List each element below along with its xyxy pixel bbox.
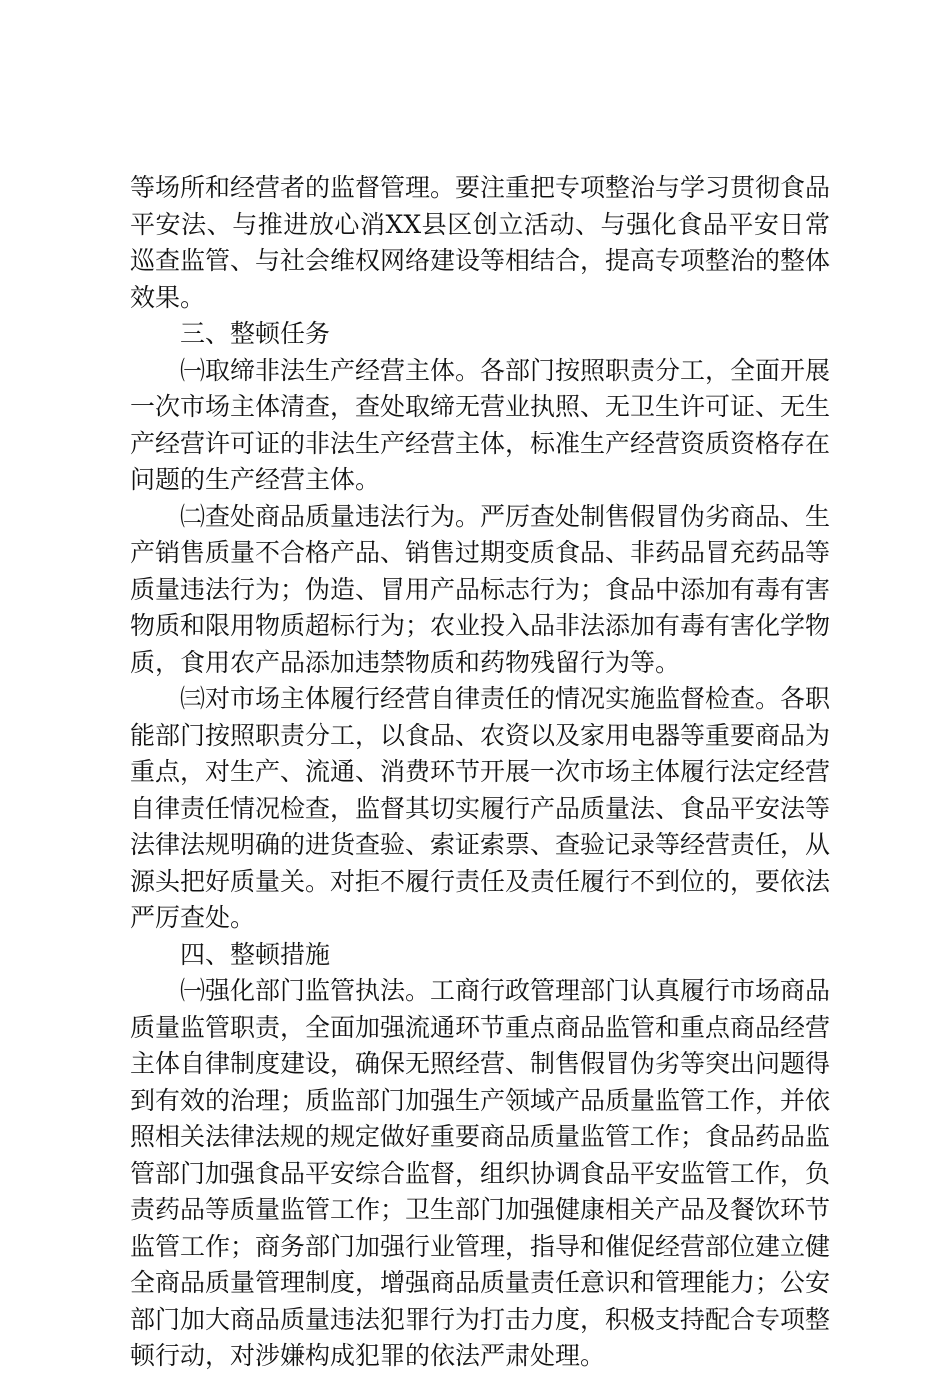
paragraph-task-2: ㈡查处商品质量违法行为。严厉查处制售假冒伪劣商品、生产销售质量不合格产品、销售过期变质食品、非药品冒充药品等质量违法行为；伪造、冒用产品标志行为；食品中添加有毒有害物质和限用物质超标行为；农业投入品非法添加有毒有害化学物质，食用农产品添加违禁物质和药物残留行为等。 <box>130 501 831 677</box>
document-page <box>130 170 830 1375</box>
section-heading-measures: 四、整顿措施 <box>180 939 331 969</box>
paragraph-intro: 等场所和经营者的监督管理。要注重把专项整治与学习贯彻食品平安法、与推进放心消XX县区创立活动、与强化食品平安日常巡查监管、与社会维权网络建设等相结合，提高专项整治的整体效果。 <box>130 173 831 312</box>
paragraph-task-3: ㈢对市场主体履行经营自律责任的情况实施监督检查。各职能部门按照职责分工，以食品、农资以及家用电器等重要商品为重点，对生产、流通、消费环节开展一次市场主体履行法定经营自律责任情况检查，监督其切实履行产品质量法、食品平安法等法律法规明确的进货查验、索证索票、查验记录等经营责任，从源头把好质量关。对拒不履行责任及责任履行不到位的，要依法严厉查处。 <box>130 684 831 932</box>
paragraph-measure-1: ㈠强化部门监管执法。工商行政管理部门认真履行市场商品质量监管职责，全面加强流通环节重点商品监管和重点商品经营主体自律制度建设，确保无照经营、制售假冒伪劣等突出问题得到有效的治理；质监部门加强生产领域产品质量监管工作，并依照相关法律法规的规定做好重要商品质量监管工作；食品药品监管部门加强食品平安综合监督，组织协调食品平安监管工作，负责药品等质量监管工作；卫生部门加强健康相关产品及餐饮环节监管工作；商务部门加强行业管理，指导和催促经营部位建立健全商品质量管理制度，增强商品质量责任意识和管理能力；公安部门加大商品质量违法犯罪行为打击力度，积极支持配合专项整顿行动，对涉嫌构成犯罪的依法严肃处理。 <box>130 976 831 1370</box>
section-heading-tasks: 三、整顿任务 <box>180 319 331 348</box>
paragraph-task-1: ㈠取缔非法生产经营主体。各部门按照职责分工，全面开展一次市场主体清查，查处取缔无营业执照、无卫生许可证、无生产经营许可证的非法生产经营主体，标准生产经营资质资格存在问题的生产经营主体。 <box>130 355 831 494</box>
